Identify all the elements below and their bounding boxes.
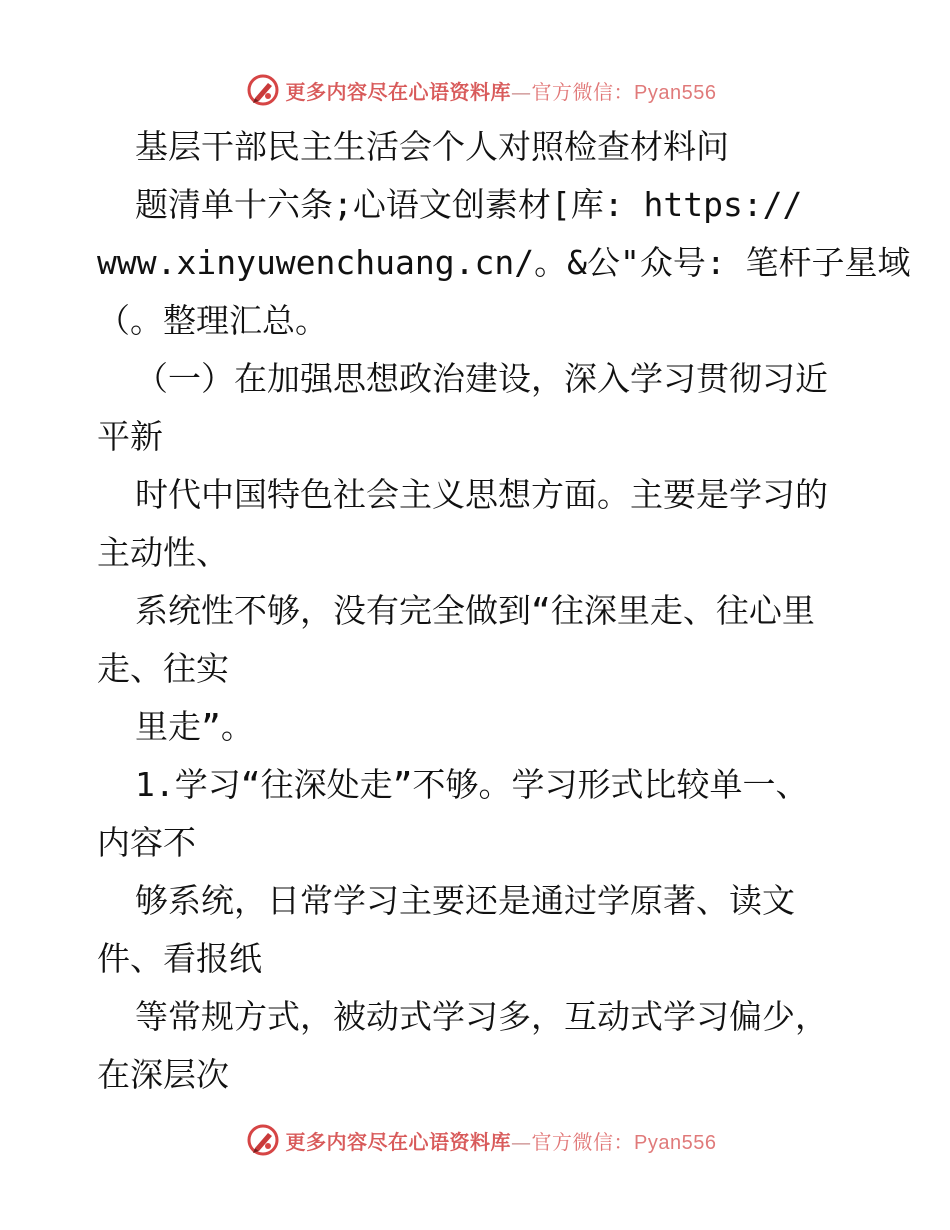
text-line: 内容不: [97, 823, 196, 862]
header-watermark: [0, 70, 950, 110]
text-line: 等常规方式，被动式学习多，互动式学习偏少，: [135, 997, 828, 1036]
text-line: www.xinyuwenchuang.cn/。&公"众号: 笔杆子星域: [97, 243, 911, 282]
text-line: 主动性、: [97, 533, 229, 572]
watermark-official: 官方微信：: [531, 79, 635, 104]
text-line: 在深层次: [97, 1055, 229, 1094]
watermark-text: [286, 76, 717, 105]
text-line: 1.学习“往深处走”不够。学习形式比较单一、: [135, 765, 809, 804]
watermark-account: Pyan556: [634, 1131, 717, 1154]
watermark-dash: —: [511, 1129, 532, 1154]
watermark-official: 官方微信：: [531, 1129, 635, 1154]
text-line: 系统性不够，没有完全做到“往深里走、往心里: [135, 591, 815, 630]
text-line: 题清单十六条;心语文创素材[库: https://: [135, 185, 803, 224]
watermark-account: Pyan556: [634, 81, 717, 104]
text-line: 基层干部民主生活会个人对照检查材料问: [135, 127, 729, 166]
watermark-text: [286, 1126, 717, 1155]
text-line: （一）在加强思想政治建设，深入学习贯彻习近: [135, 359, 828, 398]
text-line: 够系统，日常学习主要还是通过学原著、读文: [135, 881, 795, 920]
text-line: 走、往实: [97, 649, 229, 688]
text-line: 平新: [97, 417, 163, 456]
watermark-brand: 更多内容尽在心语资料库: [285, 1129, 512, 1154]
text-line: 件、看报纸: [97, 939, 262, 978]
pen-logo-icon: [246, 1123, 280, 1157]
footer-watermark: [0, 1120, 950, 1160]
text-line: 里走”。: [135, 707, 254, 746]
text-line: 时代中国特色社会主义思想方面。主要是学习的: [135, 475, 828, 514]
watermark-dash: —: [511, 79, 532, 104]
watermark-brand: 更多内容尽在心语资料库: [285, 79, 512, 104]
pen-logo-icon: [246, 73, 280, 107]
text-line: （。整理汇总。: [97, 301, 328, 340]
